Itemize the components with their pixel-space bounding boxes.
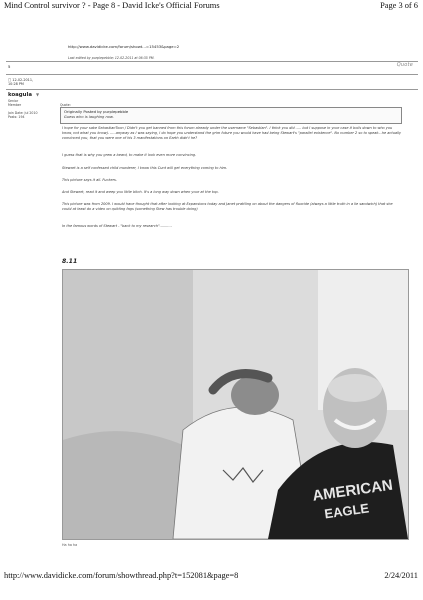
footer-url: http://www.davidicke.com/forum/showthread.php?t=152081&page=8 [4,571,239,580]
post-date-line2: 10:28 PM [8,82,24,87]
post-paragraph-3: Stewart is a self confessed child murderer, I know this Cunt will get everything coming to him. [62,166,228,170]
user-rank: Senior Member [8,99,22,108]
post-number[interactable]: 5 [8,64,11,69]
footer-date: 2/24/2011 [384,571,418,580]
svg-text:EAGLE: EAGLE [323,500,370,522]
quote-label: Quote: [60,103,71,107]
user-status-icon: ▼ [36,92,40,97]
post-separator-2 [6,74,418,75]
post-signature: 8.11 [62,258,78,265]
post-paragraph-2: I guess that is why you grew a beard, to make it look even more convincing. [62,153,197,157]
post-date-icon: □ [8,78,12,82]
quote-button[interactable]: Quote [396,62,413,68]
page-indicator: Page 3 of 6 [380,1,418,10]
svg-text:AMERICAN: AMERICAN [311,476,394,505]
page-title: Mind Control survivor ? - Page 8 - David Icke's Official Forums [4,1,220,10]
post-date-line1: 12-02-2011, [12,78,34,82]
photo-image [63,270,408,539]
edited-note: Last edited by purplepebble; 12-02-2011 at 06:35 PM. [68,56,155,60]
attached-photo[interactable] [62,269,409,540]
post-header-rule [6,89,418,90]
photo-caption: Ha ha ha [62,543,78,547]
post-paragraph-7: In the famous words of Stewart - "back to my research"........... [62,224,172,228]
post-separator [6,61,418,62]
post-date [8,78,33,87]
post-paragraph-5: And Stewart, read it and weep you little bitch. It's a long way down when your at the top. [62,190,219,194]
quote-text: Guess who is laughing now. [64,115,114,119]
user-stats: Join Date: Jul 2010 Posts: 194 [8,111,38,120]
quote-attribution: Originally Posted by purplepebble [64,109,129,114]
previous-post-link[interactable]: http://www.davidicke.com/forum/showt...=15453&page=2 [68,44,180,49]
post-paragraph-4: This picture says it all. Fuckers. [62,178,117,182]
username-link[interactable]: koagula [8,92,32,98]
post-paragraph-1: I hope for your sake SebastianToon / Didn't you get banned from this forum already under the username "Sebastian". I think you did ..... but I suppose in your case it boils down to who you know, not what you know). .....anyway as I was saying, I do hope you understand the grim future you would have had being Stewart's "parallel existence". No number 2 so to speak...he actually convinced you, that you were one of his 3 manifestations on Earth didn't he? [62,126,402,140]
post-paragraph-6: This picture was from 2009. I would have thought that after looking at Expansions today and Janet prattling on about the dangers of fluoride (always a little truth in a lie sandwich) that she could at least do a video on quitting fags (something Stew has trouble doing) [62,202,393,211]
